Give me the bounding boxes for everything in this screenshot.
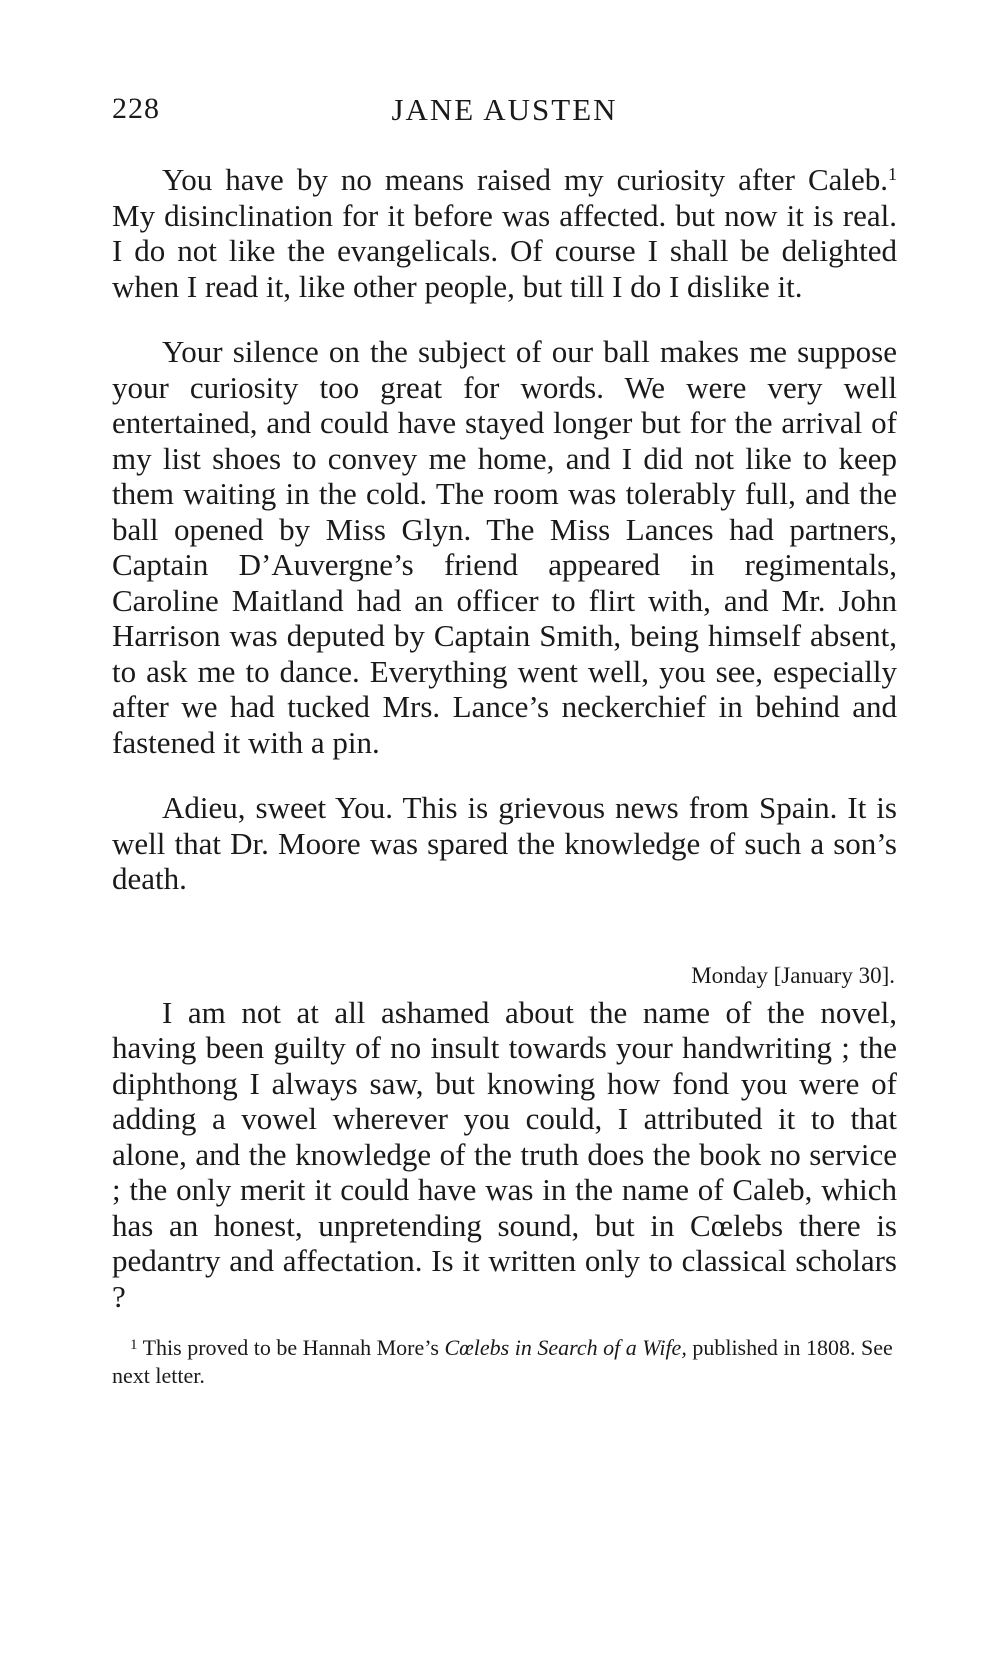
paragraph-ball: Your silence on the subject of our ball makes me suppose your curiosity too great for words. We were very well entertained, and could have stayed longer but for the arrival of my list shoes to convey me home, and I did not like to keep them waiting in the cold. The room was tolerably full, and the ball opened by Miss Glyn. The Miss Lances had partners, Captain D’Auvergne’s friend appeared in regimentals, Caroline Maitland had an officer to flirt with, and Mr. John Harrison was deputed by Captain Smith, being himself absent, to ask me to dance. Everything went well, you see, especially after we had tucked Mrs. Lance’s neckerchief in behind and fastened it with a pin. — [112, 334, 897, 760]
letter-dateline: Monday [January 30]. — [691, 962, 895, 988]
book-page — [112, 92, 897, 1412]
page-number: 228 — [112, 92, 160, 125]
footnote-text-a: This proved to be Hannah More’s — [137, 1335, 445, 1360]
footnote-marker: 1 — [130, 1337, 138, 1353]
running-title: JANE AUSTEN — [391, 92, 618, 127]
paragraph-caleb-text-b: My disinclination for it before was affected. but now it is real. I do not like the evangelicals. Of course I shall be delighted when I read it, like other people, but till I do I dislike it. — [112, 197, 897, 304]
footnote-book-title: Cœlebs in Search of a Wife, — [444, 1335, 687, 1360]
footnote — [112, 1334, 897, 1390]
paragraph-caleb-text-a: You have by no means raised my curiosity after Caleb. — [162, 162, 888, 197]
paragraph-caleb — [112, 162, 897, 304]
footnote-reference: 1 — [888, 164, 897, 184]
footnote-text-b: published in 1808. See next letter. — [112, 1335, 893, 1388]
paragraph-adieu: Adieu, sweet You. This is grievous news from Spain. It is well that Dr. Moore was spared the knowledge of such a son’s death. — [112, 790, 897, 896]
running-head — [112, 92, 897, 142]
paragraph-novel-name: I am not at all ashamed about the name of the novel, having been guilty of no insult towards your handwriting ; the diphthong I always saw, but knowing how fond you were of adding a vowel wherever you could, I attributed it to that alone, and the knowledge of the truth does the book no service ; the only merit it could have was in the name of Caleb, which has an honest, unpretending sound, but in Cœlebs there is pedantry and affectation. Is it written only to classical scholars ? — [112, 994, 897, 1314]
